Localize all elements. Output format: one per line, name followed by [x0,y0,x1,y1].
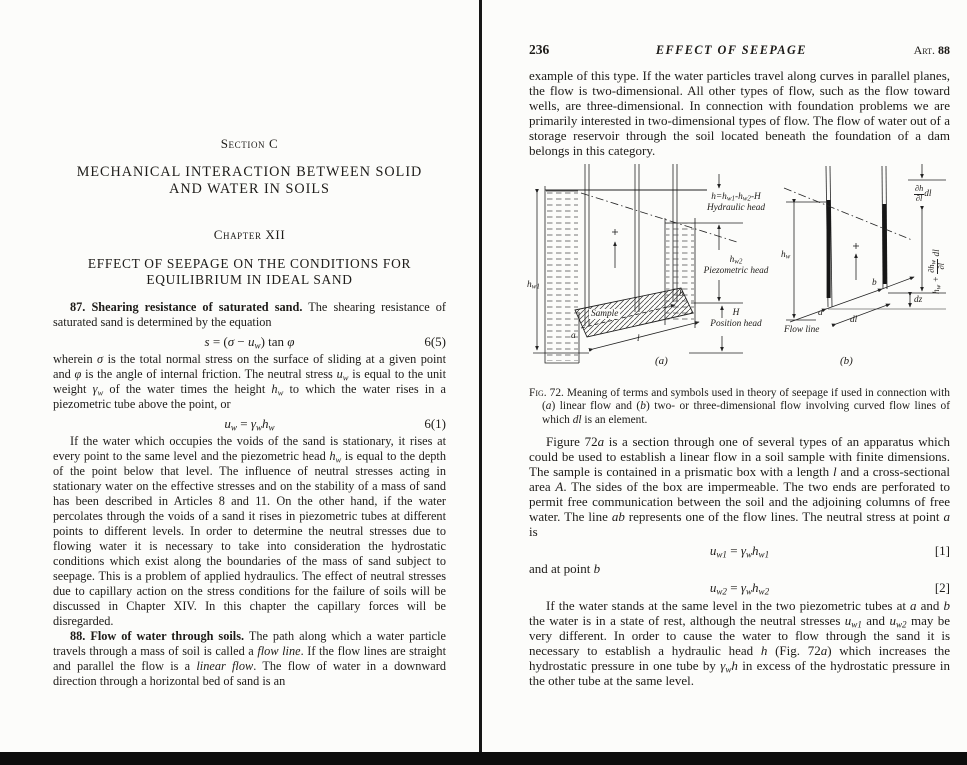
equation-1 [529,543,950,558]
figure-72 [529,160,950,382]
label-length-l: l [637,334,640,344]
flow-direction-arrow [612,229,618,268]
flow-direction-arrow [853,243,859,280]
caption-letter-a: (a) [655,355,668,367]
page-gutter-divider [479,0,482,765]
chapter-title-line-2: EQUILIBRIUM IN IDEAL SAND [146,272,353,287]
label-hydraulic-head-formula: $h=h_{w1}-h_{w2}-H$ [711,192,761,203]
chapter-title-line-1: EFFECT OF SEEPAGE ON THE CONDITIONS FOR [87,256,412,271]
right-page [482,0,967,765]
equation-6-5-body: $s = (\sigma - u_w)$ tan φ [204,334,295,351]
paragraph-wherein: wherein σ is the total normal stress on the surface of sliding at a given point and φ is the angle of internal friction. The neutral stress $u_w$ is equal to the unit weight $\gamma_w$ of the water times the height $h_w$ to which the water rises in a piezometric tube above the point, or [53,352,446,411]
page-number: 236 [529,42,550,57]
paragraph-88-flow-of-water: 88. Flow of water through soils. The path along which a water particle travels through a mass of soil is called a flow line. If the flow lines are straight and parallel the flow is a linear flow. The flow of water in a downward direction through a horizontal bed of sand is an [53,629,447,688]
label-position-head-name: Position head [710,318,762,329]
equation-6-1-body: $u_w = \gamma_wh_w$ [224,416,275,433]
hydraulic-gradient-line [784,188,912,240]
equation-6-5-number: 6(5) [424,334,446,349]
label-piezometric-head [693,255,779,276]
piezometric-tube-b [882,166,887,289]
equation-6-1-number: 6(1) [424,416,446,431]
equation-1-number: [1] [934,543,950,559]
paragraph-if-water-stands: If the water stands at the same level in the two piezometric tubes at a and b the water is in a state of rest, although the neutral stresses $u_{w1}$ and $u_{w2}$ may be very different. In order to cause the water to flow through the sand it is necessary to establish a hydraulic head h (Fig. 72a) which increases the hydrostatic pressure in one tube by $\gamma_wh$ in excess of the hydrostatic pressure in the other tube at the same level. [529,598,951,689]
chapter-label: Chapter XII [213,227,286,242]
figure-72-caption: Fig. 72. Meaning of terms and symbols used in theory of seepage if used in connection with (a) linear flow and (b) two- or three-dimensional flow involving curved flow lines of which dl is an element. [529,387,950,426]
label-hw1: $h_{w1}$ [527,280,540,291]
section-title-line-2: AND WATER IN SOILS [169,180,330,197]
label-piezometric-head-name: Piezometric head [703,265,769,276]
running-header [529,42,950,58]
equation-2-number: [2] [934,580,950,596]
gradient-multiplier: dl [924,189,932,200]
piezometric-tube-a [826,166,832,307]
paragraph-87-shearing-resistance: 87. Shearing resistance of saturated sand. The shearing resistance of saturated sand is determined by the equation [53,300,446,329]
label-point-a-fig-a: a [571,331,576,341]
gradient-numerator: ∂h [915,184,924,193]
equation-6-5 [53,334,446,349]
right-page-text-column [529,42,950,688]
section-title-line-1: MECHANICAL INTERACTION BETWEEN SOLID [76,164,423,180]
label-sample: Sample [591,309,619,319]
chapter-title [53,256,446,288]
label-dl: dl [850,315,858,325]
label-hw: $h_w$ [781,250,791,261]
caption-letter-b: (b) [840,355,853,367]
label-point-b-fig-b: b [872,278,877,288]
left-page [0,0,479,765]
label-gradient-dl [914,185,931,203]
paragraph-and-at-point-b: and at point b [529,561,601,577]
left-page-text-column [53,136,446,689]
label-hydraulic-head [693,192,779,213]
label-position-head-symbol: H [732,308,740,318]
paragraph-example-of-this-type: example of this type. If the water particles travel along curves in parallel planes, the flow is two-dimensional. All other types of flow, such as the flow toward wells, are three-dimensional. In connection with foundation problems we are primarily interested in two-dimensional types of flow. The flow of water out of a storage reservoir through the soil located beneath the foundation of a dam belongs in this category. [529,68,950,158]
hw-dimension [786,202,826,320]
equation-1-body: $u_{w1} = \gamma_wh_{w1}$ [709,543,770,560]
section-label: Section C [220,136,279,151]
section-title [53,164,446,197]
equation-2-body: $u_{w2} = \gamma_wh_{w2}$ [709,580,770,597]
label-hw-plus-gradient: $h_w$ + $\partial h_w$ ∂l dl [927,249,946,294]
equation-2 [529,580,950,595]
gradient-denominator: ∂l [915,193,923,203]
dl-dimension [836,304,890,324]
scan-bottom-edge [0,752,967,765]
article-number: Art. 88 [913,43,950,57]
label-point-a-fig-b: a [818,308,823,318]
label-point-b-fig-a: b [679,289,684,299]
paragraph-figure-72a: Figure 72a is a section through one of several types of an apparatus which could be used to establish a linear flow in a soil sample with finite dimensions. The sample is contained in a prismatic box with a length l and a cross-sectional area A. The sides of the box are impermeable. The two ends are perforated to permit free communication between the soil and the adjoining columns of free water. The line ab represents one of the flow lines. The neutral stress at point a is [529,434,951,540]
label-piezometric-head-symbol: $h_{w2}$ [729,255,743,266]
label-hydraulic-head-name: Hydraulic head [706,202,766,213]
label-flow-line: Flow line [784,325,820,335]
label-dz: dz [914,295,923,305]
paragraph-if-water-stationary: If the water which occupies the voids of the sand is stationary, it rises at every point to the same level and the piezometric head $h_w$ is equal to the depth of the point below that level. The influence of neutral stresses acting in stationary water on the effective stresses and on the stability of a mass of sand has been described in Articles 8 and 11. On the other hand, if the water percolates through the voids of a sand it rises in piezometric tubes at different points to different levels. In order to determine the neutral stresses due to flowing water it is necessary to take into consideration the hydrostatic conditions which exist along the boundaries of the mass of sand subject to seepage. This is a problem of applied hydraulics. The effect of neutral stresses due to capillary action on the stress conditions for the failure of soils will be discussed in Chapter XIV. In this chapter the capillary forces will be disregarded. [53,434,446,628]
label-position-head [693,308,779,329]
equation-6-1 [53,416,446,431]
running-header-title: EFFECT OF SEEPAGE [655,43,807,57]
